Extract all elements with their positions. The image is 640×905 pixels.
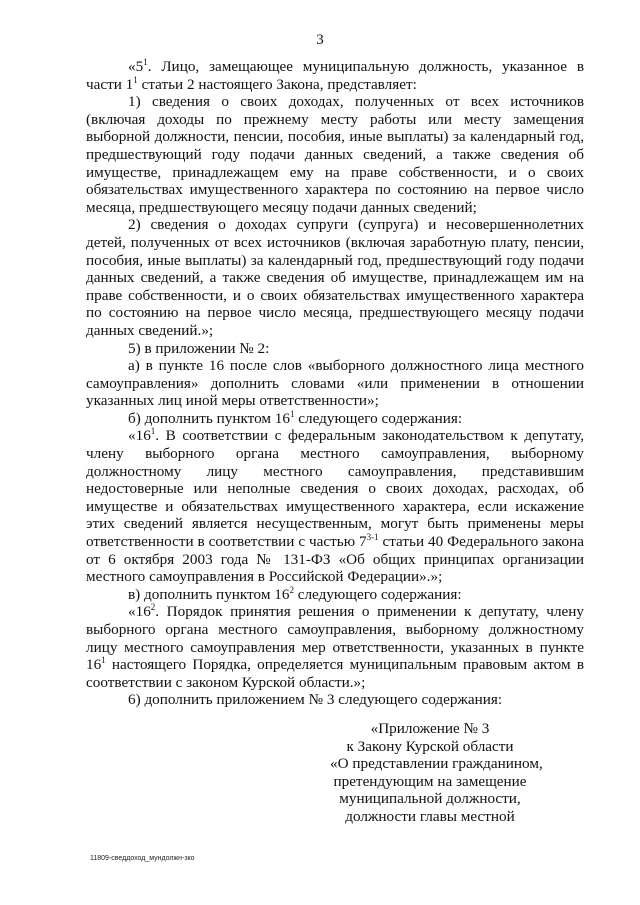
- file-name-footer: 11809-сведдоход_мундолжн-зко: [90, 855, 195, 862]
- paragraph-item-16-2: «$16^2$. Порядок принятия решения о применении к депутату, члену выборного органа местного самоуправления, выборному должностному лицу местного самоуправления мер ответственности, указанных в пункте $16^1$ настоящего Порядка, определяется муниципальным правовым актом в соответствии с законом Курской области.»;: [86, 602, 584, 691]
- appendix-line: «Приложение № 3: [370, 720, 490, 737]
- paragraph-subitem-v: в) дополнить пунктом $16^2$ следующего содержания:: [128, 584, 462, 603]
- appendix-line: должности главы местной: [345, 807, 515, 825]
- paragraph-subitem-1: 1) сведения о своих доходах, полученных от всех источников (включая доходы по прежнему месту работы или месту замещения выборной должности, пенсии, пособия, иные выплаты) за календарный год, предшествующий году подачи данных сведений, а также сведения об имуществе, принадлежащем ему на праве собственности, и о своих обязательствах имущественного характера по состоянию на первое число месяца, предшествующего месяцу подачи данных сведений;: [86, 93, 584, 216]
- paragraph-subitem-a: а) в пункте 16 после слов «выборного должностного лица местного самоуправления» дополнить словами «или применении в отношении указанных лиц иной меры ответственности»;: [86, 357, 584, 410]
- paragraph-subitem-b: б) дополнить пунктом $16^1$ следующего содержания:: [128, 408, 463, 427]
- appendix-line: муниципальной должности,: [339, 790, 521, 808]
- page-number: 3: [316, 32, 324, 48]
- paragraph-item-5: 5) в приложении № 2:: [128, 339, 270, 357]
- appendix-header: [330, 720, 543, 826]
- document-body: [86, 58, 584, 709]
- paragraph-item-5-1: «$5^1$. Лицо, замещающее муниципальную должность, указанное в части $1^1$ статьи 2 настоящего Закона, представляет:: [86, 57, 584, 93]
- paragraph-subitem-2: 2) сведения о доходах супруги (супруга) и несовершеннолетних детей, полученных от всех источников (включая заработную плату, пенсии, пособия, иные выплаты) за календарный год, предшествующий году подачи данных сведений, а также сведения об имуществе, принадлежащем им на праве собственности, и о своих обязательствах имущественного характера по состоянию на первое число месяца, предшествующего месяцу подачи данных сведений.»;: [86, 216, 584, 339]
- paragraph-item-16-1: «$16^1$. В соответствии с федеральным законодательством к депутату, члену выборного органа местного самоуправления, выборному должностному лицу местного самоуправления, представившим недостоверные или неполные сведения о своих доходах, расходах, об имуществе и обязательствах имущественного характера, если искажение этих сведений является несущественным, могут быть применены меры ответственности в соответствии с частью 7$^{3-1}$ статьи 40 Федерального закона от 6 октября 2003 года № 131-ФЗ «Об общих принципах организации местного самоуправления в Российской Федерации».»;: [86, 426, 584, 586]
- appendix-line: к Закону Курской области: [346, 737, 514, 755]
- paragraph-item-6: 6) дополнить приложением № 3 следующего содержания:: [128, 691, 503, 709]
- appendix-line: претендующим на замещение: [333, 772, 527, 790]
- appendix-line: «О представлении гражданином,: [330, 755, 543, 773]
